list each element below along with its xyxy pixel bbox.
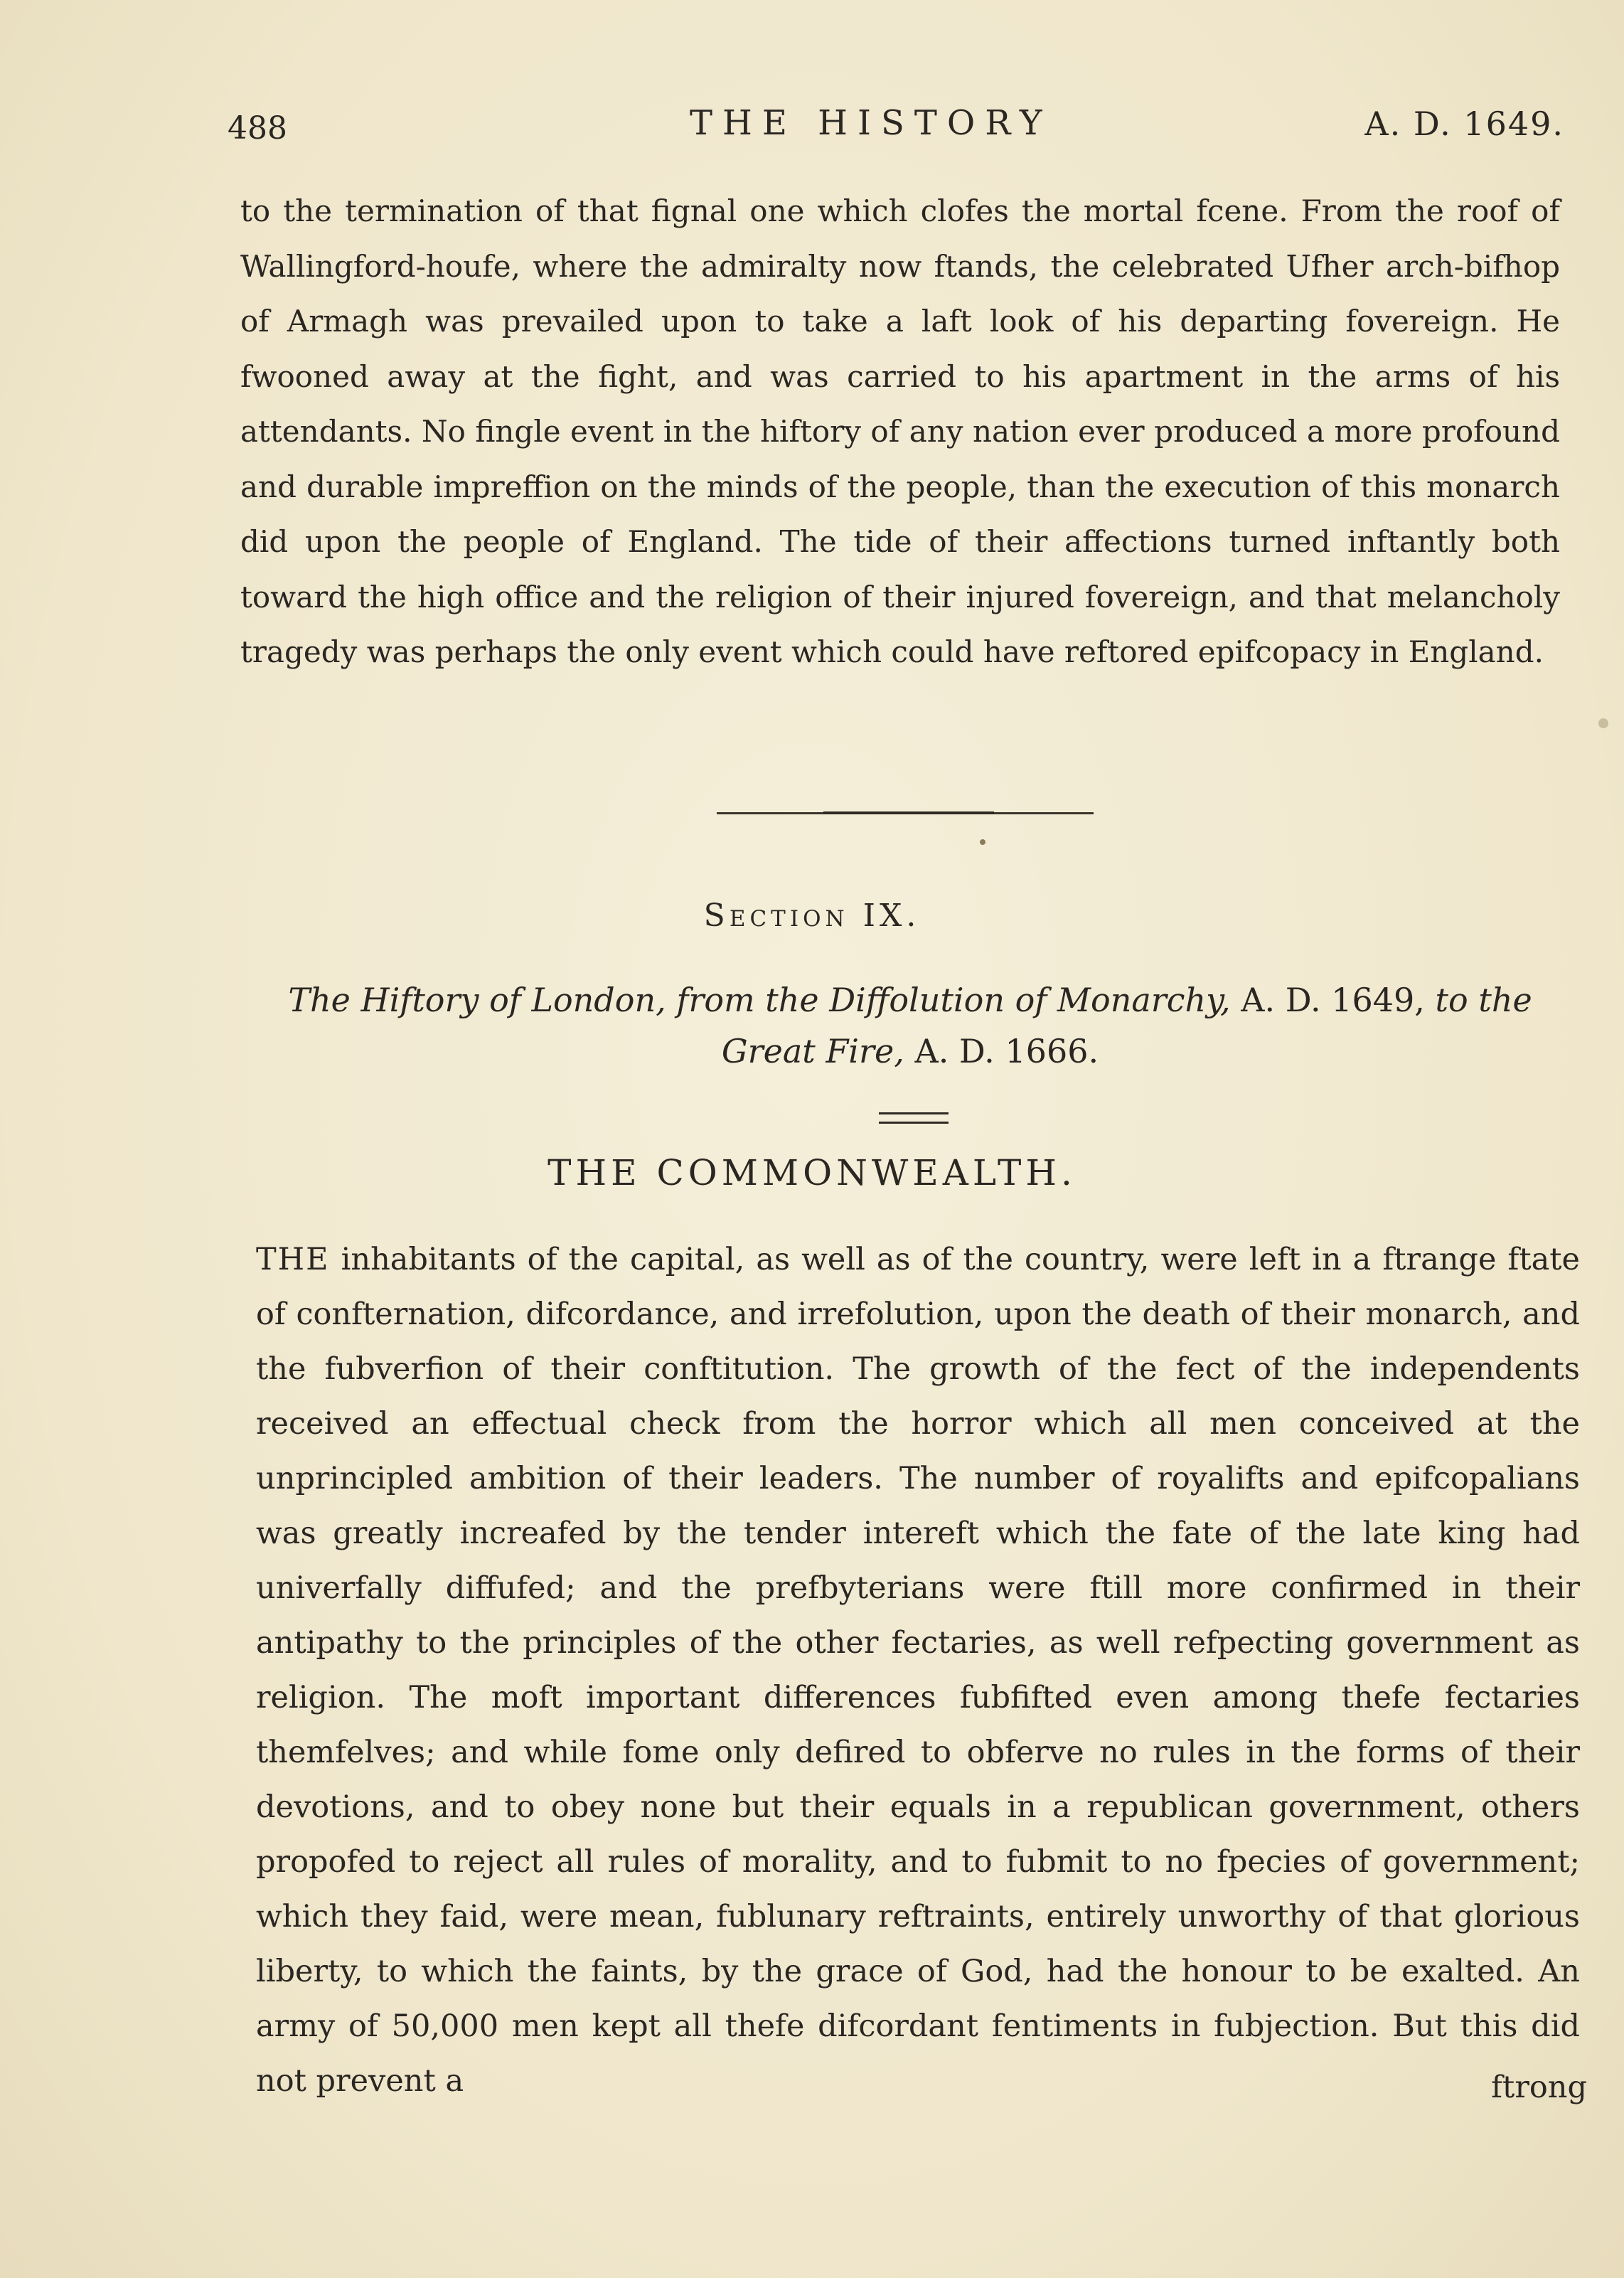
- subtitle-italic-1: The Hiftory of London, from the Diffolution of Monarchy,: [288, 981, 1231, 1019]
- paragraph-lead-word: THE: [256, 1242, 330, 1277]
- section-label: Section: [703, 898, 849, 934]
- subtitle-date-2: A. D. 1666.: [914, 1032, 1099, 1070]
- running-header: [228, 103, 1564, 153]
- header-year: A. D. 1649.: [1364, 105, 1564, 143]
- chapter-title: THE COMMONWEALTH.: [547, 1152, 1077, 1193]
- section-divider-rule: [717, 812, 1094, 814]
- paragraph-commonwealth: [256, 1233, 1580, 2109]
- paper-speck: [980, 839, 985, 845]
- catchword: ftrong: [1491, 2070, 1587, 2105]
- page-number: 488: [228, 110, 287, 147]
- paper-speck: [1598, 718, 1608, 728]
- running-title: THE HISTORY: [690, 103, 1052, 143]
- paragraph-execution: to the termination of that fignal one which clofes the mortal fcene. From the roof of Wallingford-houfe, where the admiralty now ftands, the celebrated Ufher arch-bifhop of Armagh was prevailed upon to take a laft look of his departing fovereign. He fwooned away at the fight, and was carried to his apartment in the arms of his attendants. No fingle event in the hiftory of any nation ever produced a more profound and durable impreffion on the minds of the people, than the execution of this monarch did upon the people of England. The tide of their affections turned inftantly both toward the high office and the religion of their injured fovereign, and that melancholy tragedy was perhaps the only event which could have reftored epifcopacy in England.: [240, 193, 1560, 669]
- section-subtitle: [263, 974, 1557, 1077]
- double-rule-divider: [879, 1112, 949, 1124]
- section-heading: [0, 898, 1624, 934]
- section-number: IX.: [862, 898, 921, 934]
- subtitle-date-1: A. D. 1649,: [1241, 981, 1425, 1019]
- subtitle-italic-2: to the Great Fire,: [721, 981, 1532, 1070]
- section-divider-thick: [823, 811, 994, 814]
- paragraph-body: inhabitants of the capital, as well as of the country, were left in a ftrange ftate of confternation, difcordance, and irrefolution, upon the death of their monarch, and the fubverfion of their conftitution. The growth of the fect of the independents received an effectual check from the horror which all men conceived at the unprincipled ambition of their leaders. The number of royalifts and epifcopalians was greatly increafed by the tender intereft which the fate of the late king had univerfally diffufed; and the prefbyterians were ftill more confirmed in their antipathy to the principles of the other fectaries, as well refpecting government as religion. The moft important differences fubfifted even among thefe fectaries themfelves; and while fome only defired to obferve no rules in the forms of their devotions, and to obey none but their equals in a republican government, others propofed to reject all rules of morality, and to fubmit to no fpecies of government; which they faid, were mean, fublunary reftraints, entirely unworthy of that glorious liberty, to which the faints, by the grace of God, had the honour to be exalted. An army of 50,000 men kept all thefe difcordant fentiments in fubjection. But this did not prevent a: [256, 1242, 1580, 2099]
